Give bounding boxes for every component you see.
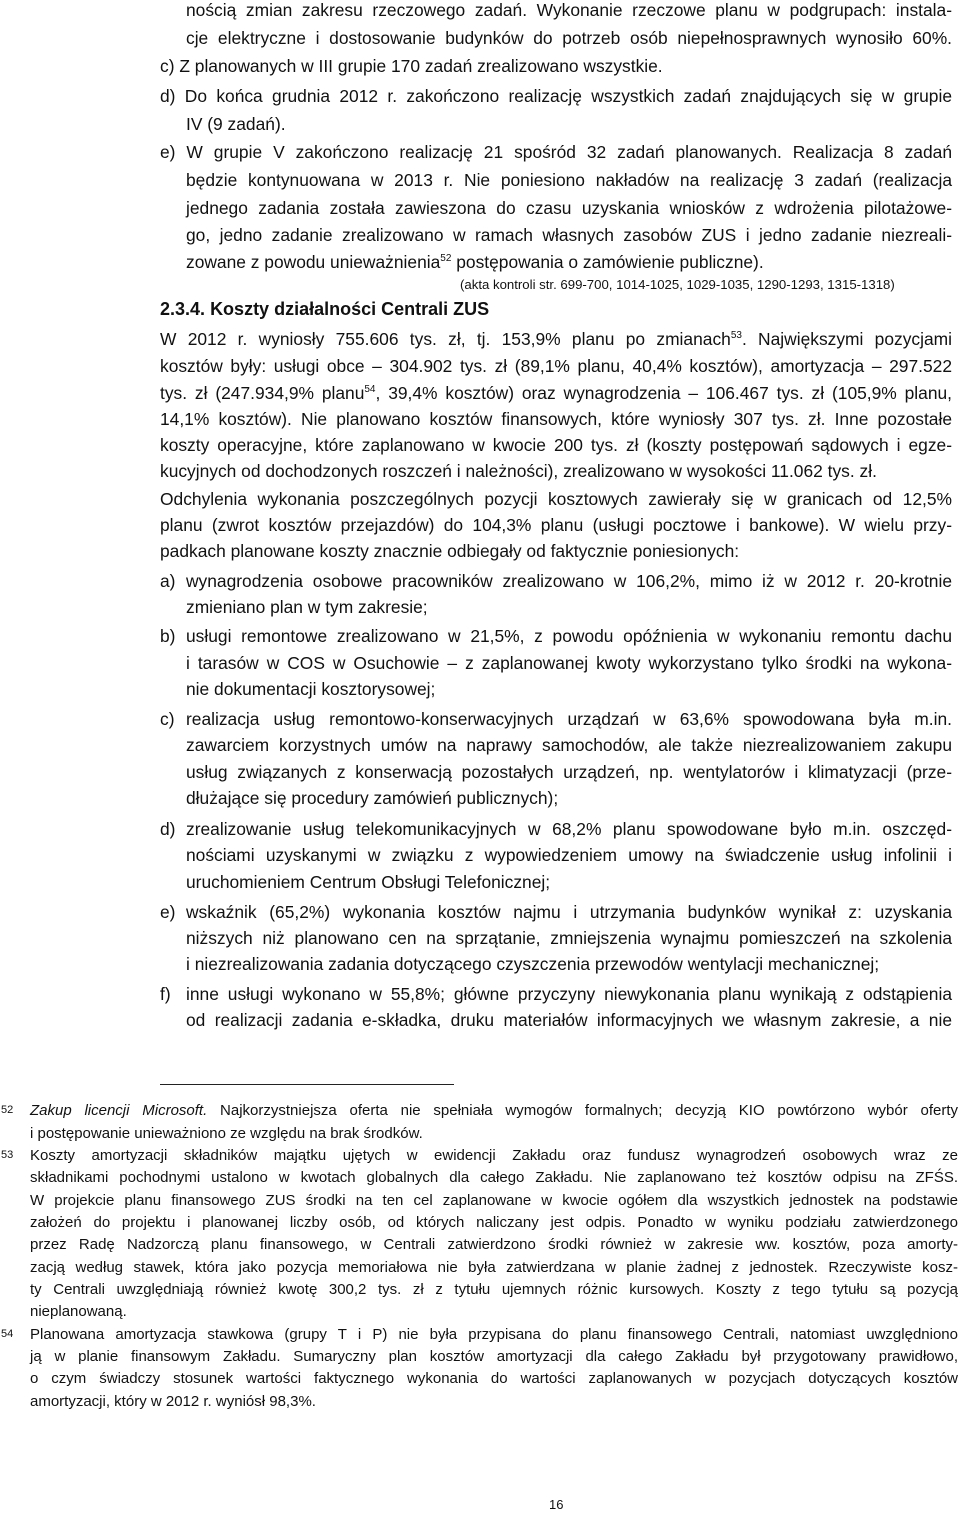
footnote-line: zacją według stawek, która jako pozycja memoriałowa nie była zatwierdzana w planie żadnej z jednostek. Rzeczywiste kosz- <box>30 1259 958 1276</box>
text-line: uruchomieniem Centrum Obsługi Telefonicznej; <box>186 872 551 892</box>
text-line: nościami uzyskanymi w związku z wypowiedzeniem umowy na świadczenie usług infolinii i <box>186 845 952 865</box>
text-line: 14,1% kosztów). Nie planowano kosztów finansowych, które wyniosły 307 tys. zł. Inne pozostałe <box>160 409 952 429</box>
footnote-54: Planowana amortyzacja stawkowa (grupy T i P) nie była przypisana do planu finansowego Centrali, natomiast uwzględniono <box>30 1326 958 1343</box>
footnote-52 <box>30 1100 958 1121</box>
list-item-a: wynagrodzenia osobowe pracowników zrealizowano w 106,2%, mimo iż w 2012 r. 20-krotnie <box>186 571 952 591</box>
text-line <box>160 328 952 350</box>
text-line: cje elektryczne i dostosowanie budynków do potrzeb osób niepełnosprawnych wynosiło 60%. <box>186 28 952 48</box>
footnote-number: 52 <box>1 1104 14 1116</box>
text-line: padkach planowane koszty znacznie odbiegały od faktycznie poniesionych: <box>160 541 740 561</box>
footnote-line: i postępowanie unieważniono ze względu na brak środków. <box>30 1125 423 1142</box>
text-line: Odchylenia wykonania poszczególnych pozycji kosztowych zawierały się w granicach od 12,5% <box>160 489 952 509</box>
footnote-ref: 54 <box>364 384 376 396</box>
text-line: i tarasów w COS w Osuchowie – z zaplanowanej kwoty wykorzystano tylko środki na wykona- <box>186 653 952 673</box>
footnote-ref: 53 <box>730 330 742 342</box>
text-line: koszty operacyjne, które zaplanowano w kwocie 200 tys. zł (koszty postępowań sądowych i egze- <box>160 435 952 455</box>
text-line: zawarciem korzystnych umów na naprawy samochodów, ale także niezrealizowaniem zakupu <box>186 735 952 755</box>
list-item-e: e) W grupie V zakończono realizację 21 spośród 32 zadań planowanych. Realizacja 8 zadań <box>160 142 952 162</box>
text-line: dłużające się procedury zamówień publicznych); <box>186 788 559 808</box>
list-item-e2: wskaźnik (65,2%) wykonania kosztów najmu i utrzymania budynków wynikał z: uzyskania <box>186 902 952 922</box>
text-line: IV (9 zadań). <box>186 114 286 134</box>
list-item-b: usługi remontowe zrealizowano w 21,5%, z powodu opóźnienia w wykonaniu remontu dachu <box>186 626 952 646</box>
section-title: Koszty działalności Centrali ZUS <box>210 299 490 319</box>
text-line: kosztów były: usługi obce – 304.902 tys. zł (89,1% planu, 40,4% kosztów), amortyzacja – 297.522 <box>160 356 952 376</box>
text-line: zmieniano plan w tym zakresie; <box>186 597 428 617</box>
text-span: postępowania o zamówienie publiczne). <box>451 252 764 272</box>
text-span: , 39,4% kosztów) oraz wynagrodzenia – 106.467 tys. zł (105,9% planu, <box>375 383 952 403</box>
text-span: Najkorzystniejsza oferta nie spełniała wymogów formalnych; decyzją KIO powtórzono wybór oferty <box>207 1102 958 1119</box>
footnote-line: składnikami pochodnymi ustalono w kwotach globalnych dla całego Zakładu. Nie zaplanowano też kosztów odpisu na ZFŚS. <box>30 1169 958 1186</box>
footnote-italic: Zakup licencji Microsoft. <box>30 1102 208 1119</box>
text-span: tys. zł (247.934,9% planu <box>160 383 365 403</box>
footnote-line: o czym świadczy stosunek wartości faktycznego wykonania do wartości zaplanowanych w pozycjach dotyczących kosztów <box>30 1370 958 1387</box>
list-item-d2: zrealizowanie usług telekomunikacyjnych w 68,2% planu spowodowane było m.in. oszczęd- <box>186 819 952 839</box>
text-span: W 2012 r. wyniosły 755.606 tys. zł, tj. 153,9% planu po zmianach <box>160 329 731 349</box>
list-item-f: inne usługi wykonano w 55,8%; główne przyczyny niewykonania planu wynikają z odstąpienia <box>186 984 952 1004</box>
text-line <box>186 251 764 273</box>
footnote-line: W projekcie planu finansowego ZUS środki na ten cel zaplanowane w kwocie ogółem dla wszystkich jednostek na podstawie <box>30 1192 958 1209</box>
list-marker: b) <box>160 626 176 646</box>
section-heading <box>160 298 489 320</box>
text-span: zowane z powodu unieważnienia <box>186 252 441 272</box>
footnote-number: 54 <box>1 1328 14 1340</box>
text-line: niższych niż planowano cen na sprzątanie, zmniejszenia wynajmu pomieszczeń na szkolenia <box>186 928 952 948</box>
list-item-c2: realizacja usług remontowo-konserwacyjnych urządzań w 63,6% spowodowana była m.in. <box>186 709 952 729</box>
footnote-line: przez Radę Nadzorczą planu finansowego, w Centrali zatwierdzono środki również w zakresie ww. kosztów, poza amorty- <box>30 1236 958 1253</box>
footnote-line: założeń do projektu i planowanej liczby osób, od których naliczany jest odpis. Ponadto w wyniku podziału zatwierdzonego <box>30 1214 958 1231</box>
text-line: go, jedno zadanie zrealizowano w ramach własnych zasobów ZUS i jedno zadanie niezreali- <box>186 225 952 245</box>
text-span: . Największymi pozycjami <box>741 329 952 349</box>
text-line: i niezrealizowania zadania dotyczącego czyszczenia przewodów wentylacji mechanicznej; <box>186 954 880 974</box>
text-line: jednego zadania została zawieszona do czasu uzyskania wniosków z wdrożenia pilotażowe- <box>186 198 952 218</box>
text-line: od realizacji zadania e-składka, druku materiałów informacyjnych we własnym zakresie, a nie <box>186 1010 952 1030</box>
footnote-separator <box>160 1084 454 1085</box>
text-line: nością zmian zakresu rzeczowego zadań. Wykonanie rzeczowe planu w podgrupach: instala- <box>186 0 952 20</box>
list-marker: e) <box>160 902 176 922</box>
text-line <box>160 382 952 404</box>
text-line: kucyjnych od dochodzonych roszczeń i należności), zrealizowano w wysokości 11.062 tys. zł. <box>160 461 877 481</box>
footnote-line: ją w planie finansowym Zakładu. Sumaryczny plan kosztów amortyzacji dla całego Zakładu był przygotowany prawidłowo, <box>30 1348 958 1365</box>
text-line: usług związanych z konserwacją pozostałych urządzeń, np. wentylatorów i klimatyzacji (prze- <box>186 762 952 782</box>
footnote-53: Koszty amortyzacji składników majątku ujętych w ewidencji Zakładu oraz fundusz wynagrodzeń osobowych wraz ze <box>30 1147 958 1164</box>
footnote-line: amortyzacji, który w 2012 r. wyniósł 98,3%. <box>30 1393 316 1410</box>
text-line: planu (zwrot kosztów przejazdów) do 104,3% planu (usługi pocztowe i bankowe). W wielu przy- <box>160 515 952 535</box>
list-item-d: d) Do końca grudnia 2012 r. zakończono realizację wszystkich zadań znajdujących się w grupie <box>160 86 952 106</box>
text-line: będzie kontynuowana w 2013 r. Nie poniesiono nakładów na realizację 3 zadań (realizacja <box>186 170 952 190</box>
list-marker: d) <box>160 819 176 839</box>
footnote-ref: 52 <box>440 253 452 265</box>
list-item-c: c) Z planowanych w III grupie 170 zadań zrealizowano wszystkie. <box>160 56 663 76</box>
list-marker: f) <box>160 984 171 1004</box>
list-marker: a) <box>160 571 176 591</box>
footnote-number: 53 <box>1 1149 14 1161</box>
footnote-line: nieplanowaną. <box>30 1303 127 1320</box>
section-number: 2.3.4. <box>160 299 206 319</box>
text-line: nie dokumentacji kosztorysowej; <box>186 679 436 699</box>
list-marker: c) <box>160 709 175 729</box>
footnote-line: ty Centrali uwzględniają również kwotę 300,2 tys. zł z tytułu ujemnych różnic kursowych. Koszty z tego tytułu są pozycją <box>30 1281 958 1298</box>
audit-reference: (akta kontroli str. 699-700, 1014-1025, 1029-1035, 1290-1293, 1315-1318) <box>460 277 895 292</box>
page-number: 16 <box>549 1497 564 1512</box>
